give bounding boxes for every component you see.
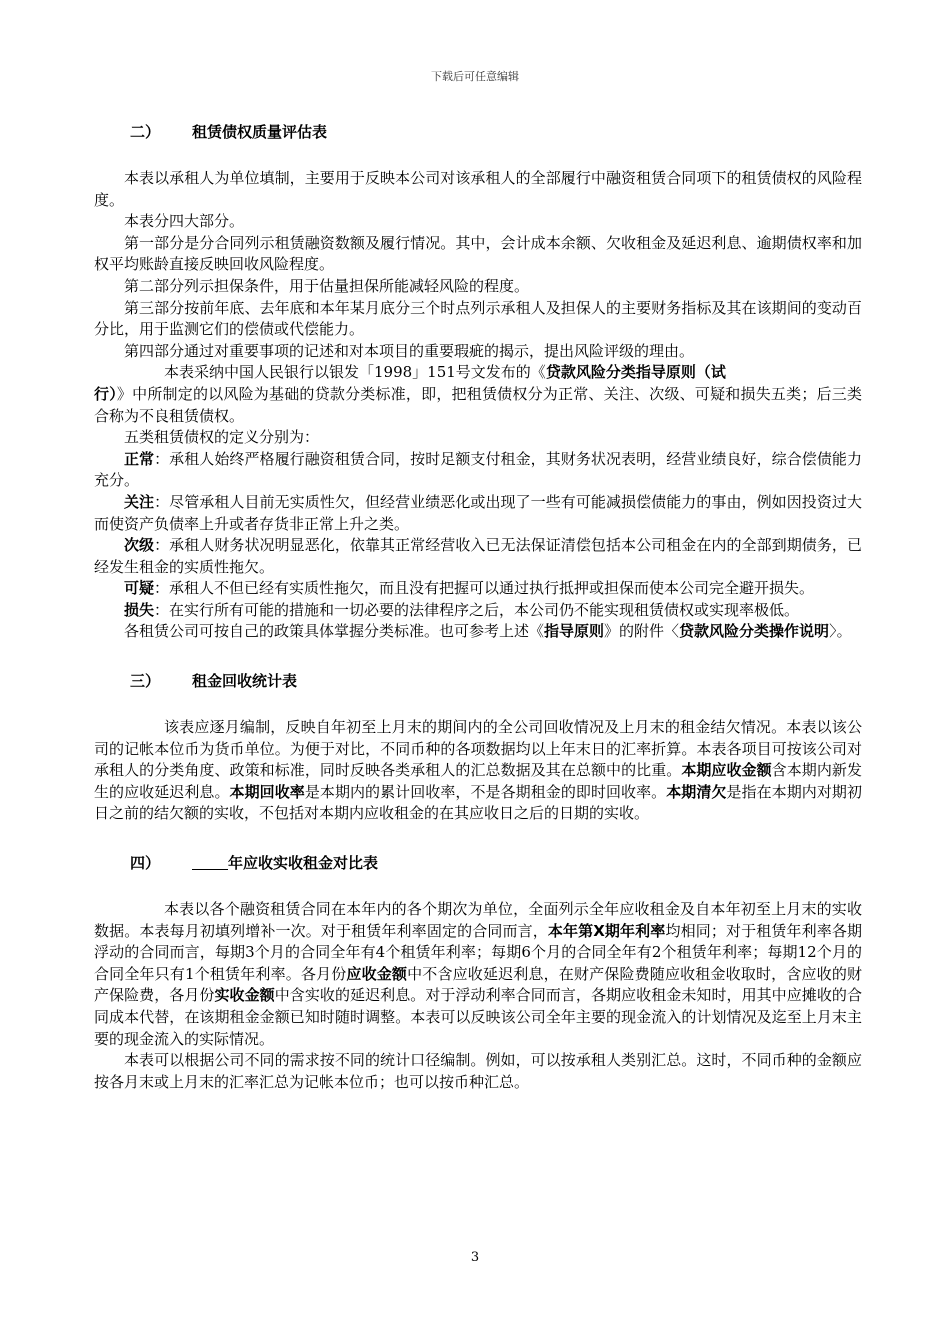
section-number: 四） (130, 854, 161, 873)
definition-attention: 关注：尽管承租人目前无实质性欠，但经营业绩恶化或出现了一些有可能减损偿债能力的事由，例如因投资过大而使资产负债率上升或者存货非正常上升之类。 (94, 492, 862, 533)
bold-term: 贷款风险分类操作说明 (679, 622, 830, 641)
page-number: 3 (470, 1250, 480, 1265)
definition-substandard: 次级：承租人财务状况明显恶化，依靠其正常经营收入已无法保证清偿包括本公司租金在内的全部到期债务，已经发生租金的实质性拖欠。 (94, 536, 862, 576)
bold-term: 应收金额 (346, 964, 408, 983)
section-heading-4 (94, 843, 862, 883)
bold-term: 本期清欠 (666, 782, 727, 801)
bold-term: 本期应收金额 (681, 761, 772, 780)
bold-term: 指导原则 (544, 622, 605, 641)
section-number: 三） (130, 672, 161, 691)
section-heading-2 (94, 112, 862, 152)
definition-loss: 损失：在实行所有可能的措施和一切必要的法律程序之后，本公司仍不能实现租赁债权或实现率极低。 (124, 600, 800, 619)
paragraph: 五类租赁债权的定义分别为： (124, 428, 320, 447)
bold-term: 行） (94, 384, 117, 403)
section-number: 二） (130, 123, 161, 141)
definition-doubtful: 可疑：承租人不但已经有实质性拖欠，而且没有把握可以通过执行抵押或担保而使本公司完全避开损失。 (124, 579, 815, 598)
page-header: 下载后可任意编辑 (431, 70, 519, 83)
paragraph: 各租赁公司可按自己的政策具体掌握分类标准。也可参考上述《指导原则》的附件〈贷款风险分类操作说明〉。 (124, 622, 852, 641)
bold-term: 本年第X期年利率 (547, 921, 666, 940)
year-blank (192, 855, 228, 870)
paragraph: 第二部分列示担保条件，用于估量担保所能减轻风险的程度。 (124, 276, 530, 295)
paragraph-standard: 本表采纳中国人民银行以银发「1998」151号文发布的《贷款风险分类指导原则（试 (164, 363, 726, 382)
paragraph: 本表可以根据公司不同的需求按不同的统计口径编制。例如，可以按承租人类别汇总。这时，不同币种的金额应按各月末或上月末的汇率汇总为记帐本位币；也可以按币种汇总。 (94, 1051, 862, 1091)
paragraph: 该表应逐月编制，反映自年初至上月末的期间内的全公司回收情况及上月末的租金结欠情况。本表以该公司的记帐本位币为货币单位。为便于对比，不同币种的各项数据均以上年末日的汇率折算。本表各项目可按该公司对承租人的分类角度、政策和标准，同时反映各类承租人的汇总数据及其在总额中的比重。本期应收金额含本期内新发生的应收延迟利息。本期回收率是本期内的累计回收率，不是各期租金的即时回收率。本期清欠是指在本期内对期初日之前的结欠额的实收，不包括对本期内应收租金的在其应收日之后的日期的实收。 (94, 718, 862, 823)
section-title: 租赁债权质量评估表 (192, 123, 328, 141)
paragraph: 第一部分是分合同列示租赁融资数额及履行情况。其中，会计成本余额、欠收租金及延迟利息、逾期债权率和加权平均账龄直接反映回收风险程度。 (94, 233, 862, 274)
section-title: 租金回收统计表 (192, 672, 298, 691)
definition-term: 损失 (124, 600, 155, 619)
paragraph: 本表分四大部分。 (124, 212, 245, 231)
definition-term: 正常 (124, 449, 155, 468)
paragraph: 第四部分通过对重要事项的记述和对本项目的重要瑕疵的揭示，提出风险评级的理由。 (124, 341, 695, 360)
bold-term: 本期回收率 (229, 782, 305, 801)
paragraph: 本表以承租人为单位填制，主要用于反映本公司对该承租人的全部履行中融资租赁合同项下的租赁债权的风险程度。 (94, 169, 862, 209)
section-heading-3 (94, 661, 862, 701)
paragraph: 本表以各个融资租赁合同在本年内的各个期次为单位，全面列示全年应收租金及自本年初至上月末的实收数据。本表每月初填列增补一次。对于租赁年利率固定的合同而言，本年第X期年利率均相同；对于租赁年利率各期浮动的合同而言，每期3个月的合同全年有4个租赁年利率；每期6个月的合同全年有2个租赁年利率；每期12个月的合同全年只有1个租赁年利率。各月份应收金额中不含应收延迟利息，在财产保险费随应收租金收取时，含应收的财产保险费，各月份实收金额中含实收的延迟利息。对于浮动利率合同而言，各期应收租金未知时，用其中应摊收的合同成本代替，在该期租金金额已知时随时调整。本表可以反映该公司全年主要的现金流入的计划情况及迄至上月末主要的现金流入的实际情况。 (94, 900, 862, 1048)
bold-term: 贷款风险分类指导原则（试 (545, 363, 726, 382)
definition-term: 可疑 (124, 579, 155, 598)
section-title: 年应收实收租金对比表 (228, 854, 379, 873)
definition-term: 关注 (124, 492, 155, 511)
paragraph-standard-cont: 行）》中所制定的以风险为基础的贷款分类标准，即，把租赁债权分为正常、关注、次级、可疑和损失五类；后三类合称为不良租赁债权。 (94, 384, 862, 425)
bold-term: 实收金额 (214, 986, 275, 1005)
document-body (94, 112, 862, 1093)
paragraph: 第三部分按前年底、去年底和本年某月底分三个时点列示承租人及担保人的主要财务指标及其在该期间的变动百分比，用于监测它们的偿债或代偿能力。 (94, 298, 862, 339)
definition-term: 次级 (124, 536, 155, 555)
definition-normal: 正常：承租人始终严格履行融资租赁合同，按时足额支付租金，其财务状况表明，经营业绩良好，综合偿债能力充分。 (94, 449, 862, 490)
